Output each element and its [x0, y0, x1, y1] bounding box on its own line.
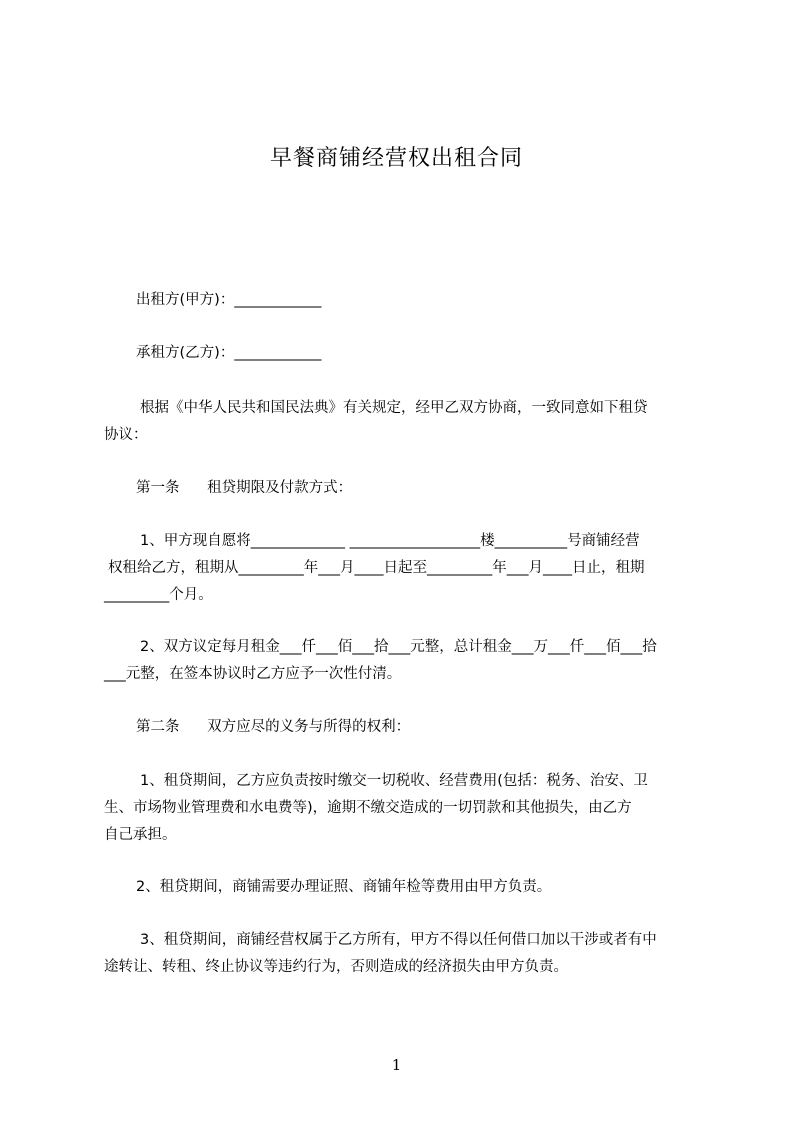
intro-line-1: 根据《中华人民共和国民法典》有关规定，经甲乙双方协商，一致同意如下租贷 — [140, 400, 648, 416]
article-2-clause-3-line-2: 途转让、转租、终止协议等违约行为，否则造成的经济损失由甲方负责。 — [104, 959, 568, 975]
article-1-clause-2-line-1: 2、双方议定每月租金___仟___佰___拾___元整，总计租金___万___仟___佰___拾 — [140, 639, 657, 655]
article-1-clause-1-line-1: 1、甲方现自愿将_____________ __________________楼__________号商铺经营 — [140, 533, 640, 549]
article-2-clause-1-line-3: 自己承担。 — [104, 827, 177, 843]
article-1-clause-1-line-2: 权租给乙方，租期从_________年___月____日起至_________年___月____日止，租期 — [108, 560, 645, 576]
article-2-clause-2-line-1: 2、租贷期间，商铺需要办理证照、商铺年检等费用由甲方负责。 — [136, 879, 552, 895]
party-a-line: 出租方(甲方)：____________ — [136, 292, 322, 308]
page-number: 1 — [391, 1056, 402, 1074]
article-1-clause-1-line-3: _________个月。 — [104, 587, 213, 603]
article-2-clause-1-line-2: 生、市场物业管理费和水电费等)，逾期不缴交造成的一切罚款和其他损失，由乙方 — [104, 800, 632, 816]
article-2-heading: 第二条 双方应尽的义务与所得的权利： — [136, 719, 411, 735]
document-title: 早餐商铺经营权出租合同 — [269, 146, 523, 171]
intro-line-2: 协议： — [104, 427, 148, 443]
article-2-clause-3-line-1: 3、租贷期间，商铺经营权属于乙方所有，甲方不得以任何借口加以干涉或者有中 — [140, 932, 657, 948]
party-b-line: 承租方(乙方)：____________ — [136, 345, 322, 361]
article-2-clause-1-line-1: 1、租贷期间，乙方应负责按时缴交一切税收、经营费用(包括：税务、治安、卫 — [140, 773, 648, 789]
article-1-heading: 第一条 租贷期限及付款方式： — [136, 480, 353, 496]
article-1-clause-2-line-2: ___元整，在签本协议时乙方应予一次性付清。 — [104, 666, 402, 682]
